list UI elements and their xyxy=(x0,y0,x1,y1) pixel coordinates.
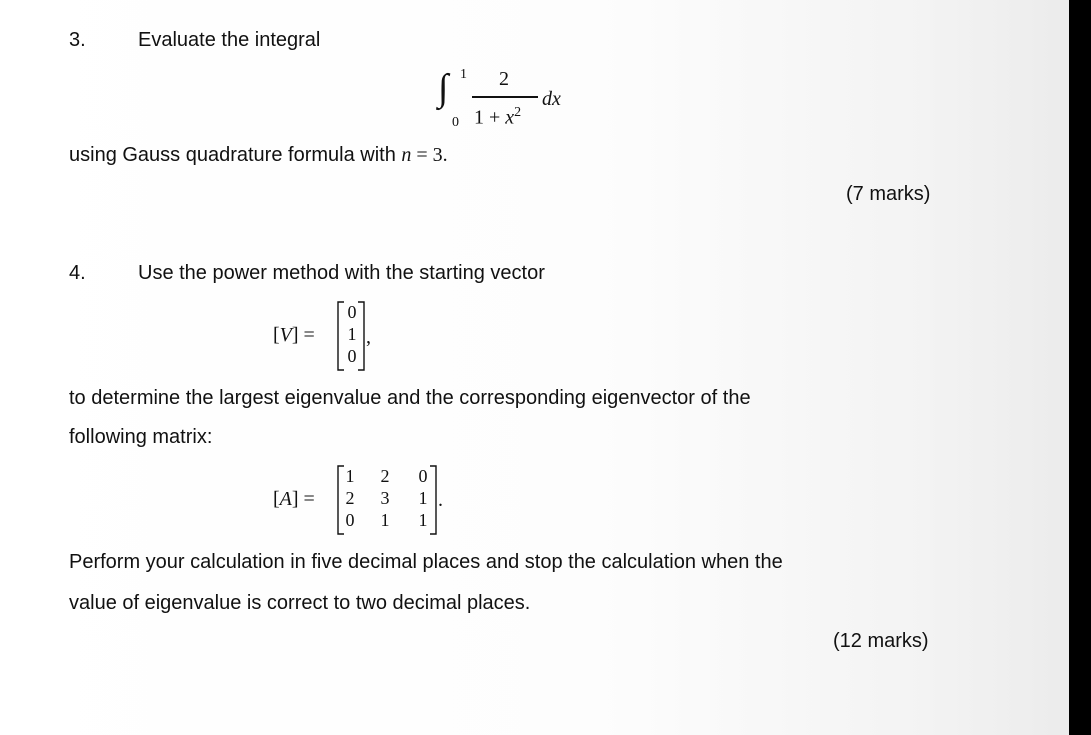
q4-instruction-line1: Perform your calculation in five decimal places and stop the calculation when the xyxy=(69,551,783,573)
q3-prompt: Evaluate the integral xyxy=(138,29,321,51)
fraction-denominator xyxy=(474,102,521,129)
q4-marks: (12 marks) xyxy=(833,630,929,652)
q4-body-line2: following matrix: xyxy=(69,426,213,448)
vector-label-open: [ xyxy=(273,324,280,346)
q4-prompt: Use the power method with the starting vector xyxy=(138,262,545,284)
matrix-label xyxy=(273,488,315,510)
vector-label xyxy=(273,324,315,346)
right-edge-bar xyxy=(1069,0,1091,735)
matrix-label-open: [ xyxy=(273,488,280,510)
matrix-cell: 2 xyxy=(345,488,355,508)
q4-body-line1: to determine the largest eigenvalue and the corresponding eigenvector of the xyxy=(69,387,751,409)
matrix-cell: 2 xyxy=(380,466,390,486)
matrix-cell: 0 xyxy=(418,466,428,486)
denominator-var: x xyxy=(505,106,515,129)
q3-method-line xyxy=(69,143,448,167)
fraction-numerator: 2 xyxy=(499,68,509,90)
matrix-cell: 1 xyxy=(418,510,428,530)
matrix-cell: 0 xyxy=(345,510,355,530)
fraction-bar xyxy=(472,96,538,98)
q3-number: 3. xyxy=(69,29,86,51)
q3-n-var: n xyxy=(401,144,412,166)
integral-lower-limit: 0 xyxy=(452,115,459,130)
integral-upper-limit: 1 xyxy=(460,67,467,82)
q4-number: 4. xyxy=(69,262,86,284)
q4-instruction-line2: value of eigenvalue is correct to two decimal places. xyxy=(69,592,531,614)
matrix-cell: 1 xyxy=(418,488,428,508)
vector-entry: 0 xyxy=(347,346,357,366)
matrix-label-close: ] = xyxy=(291,488,315,510)
vector-trailing: , xyxy=(366,326,371,348)
vector-label-var: V xyxy=(279,324,292,346)
vector-label-close: ] = xyxy=(291,324,315,346)
denominator-exponent: 2 xyxy=(514,105,522,120)
q3-n-eq: = 3. xyxy=(411,144,448,166)
matrix-trailing: . xyxy=(438,489,443,511)
q3-marks: (7 marks) xyxy=(846,183,931,205)
integral-sign: ∫ xyxy=(438,67,449,109)
matrix-cell: 1 xyxy=(345,466,355,486)
vector-entry: 0 xyxy=(347,302,357,322)
q3-method-text: using Gauss quadrature formula with xyxy=(69,144,396,166)
denominator-const: 1 + xyxy=(474,106,506,129)
matrix-cell: 3 xyxy=(380,488,390,508)
matrix-label-var: A xyxy=(279,488,292,510)
differential: dx xyxy=(542,88,561,110)
vector-entry: 1 xyxy=(347,324,357,344)
matrix-cell: 1 xyxy=(380,510,390,530)
